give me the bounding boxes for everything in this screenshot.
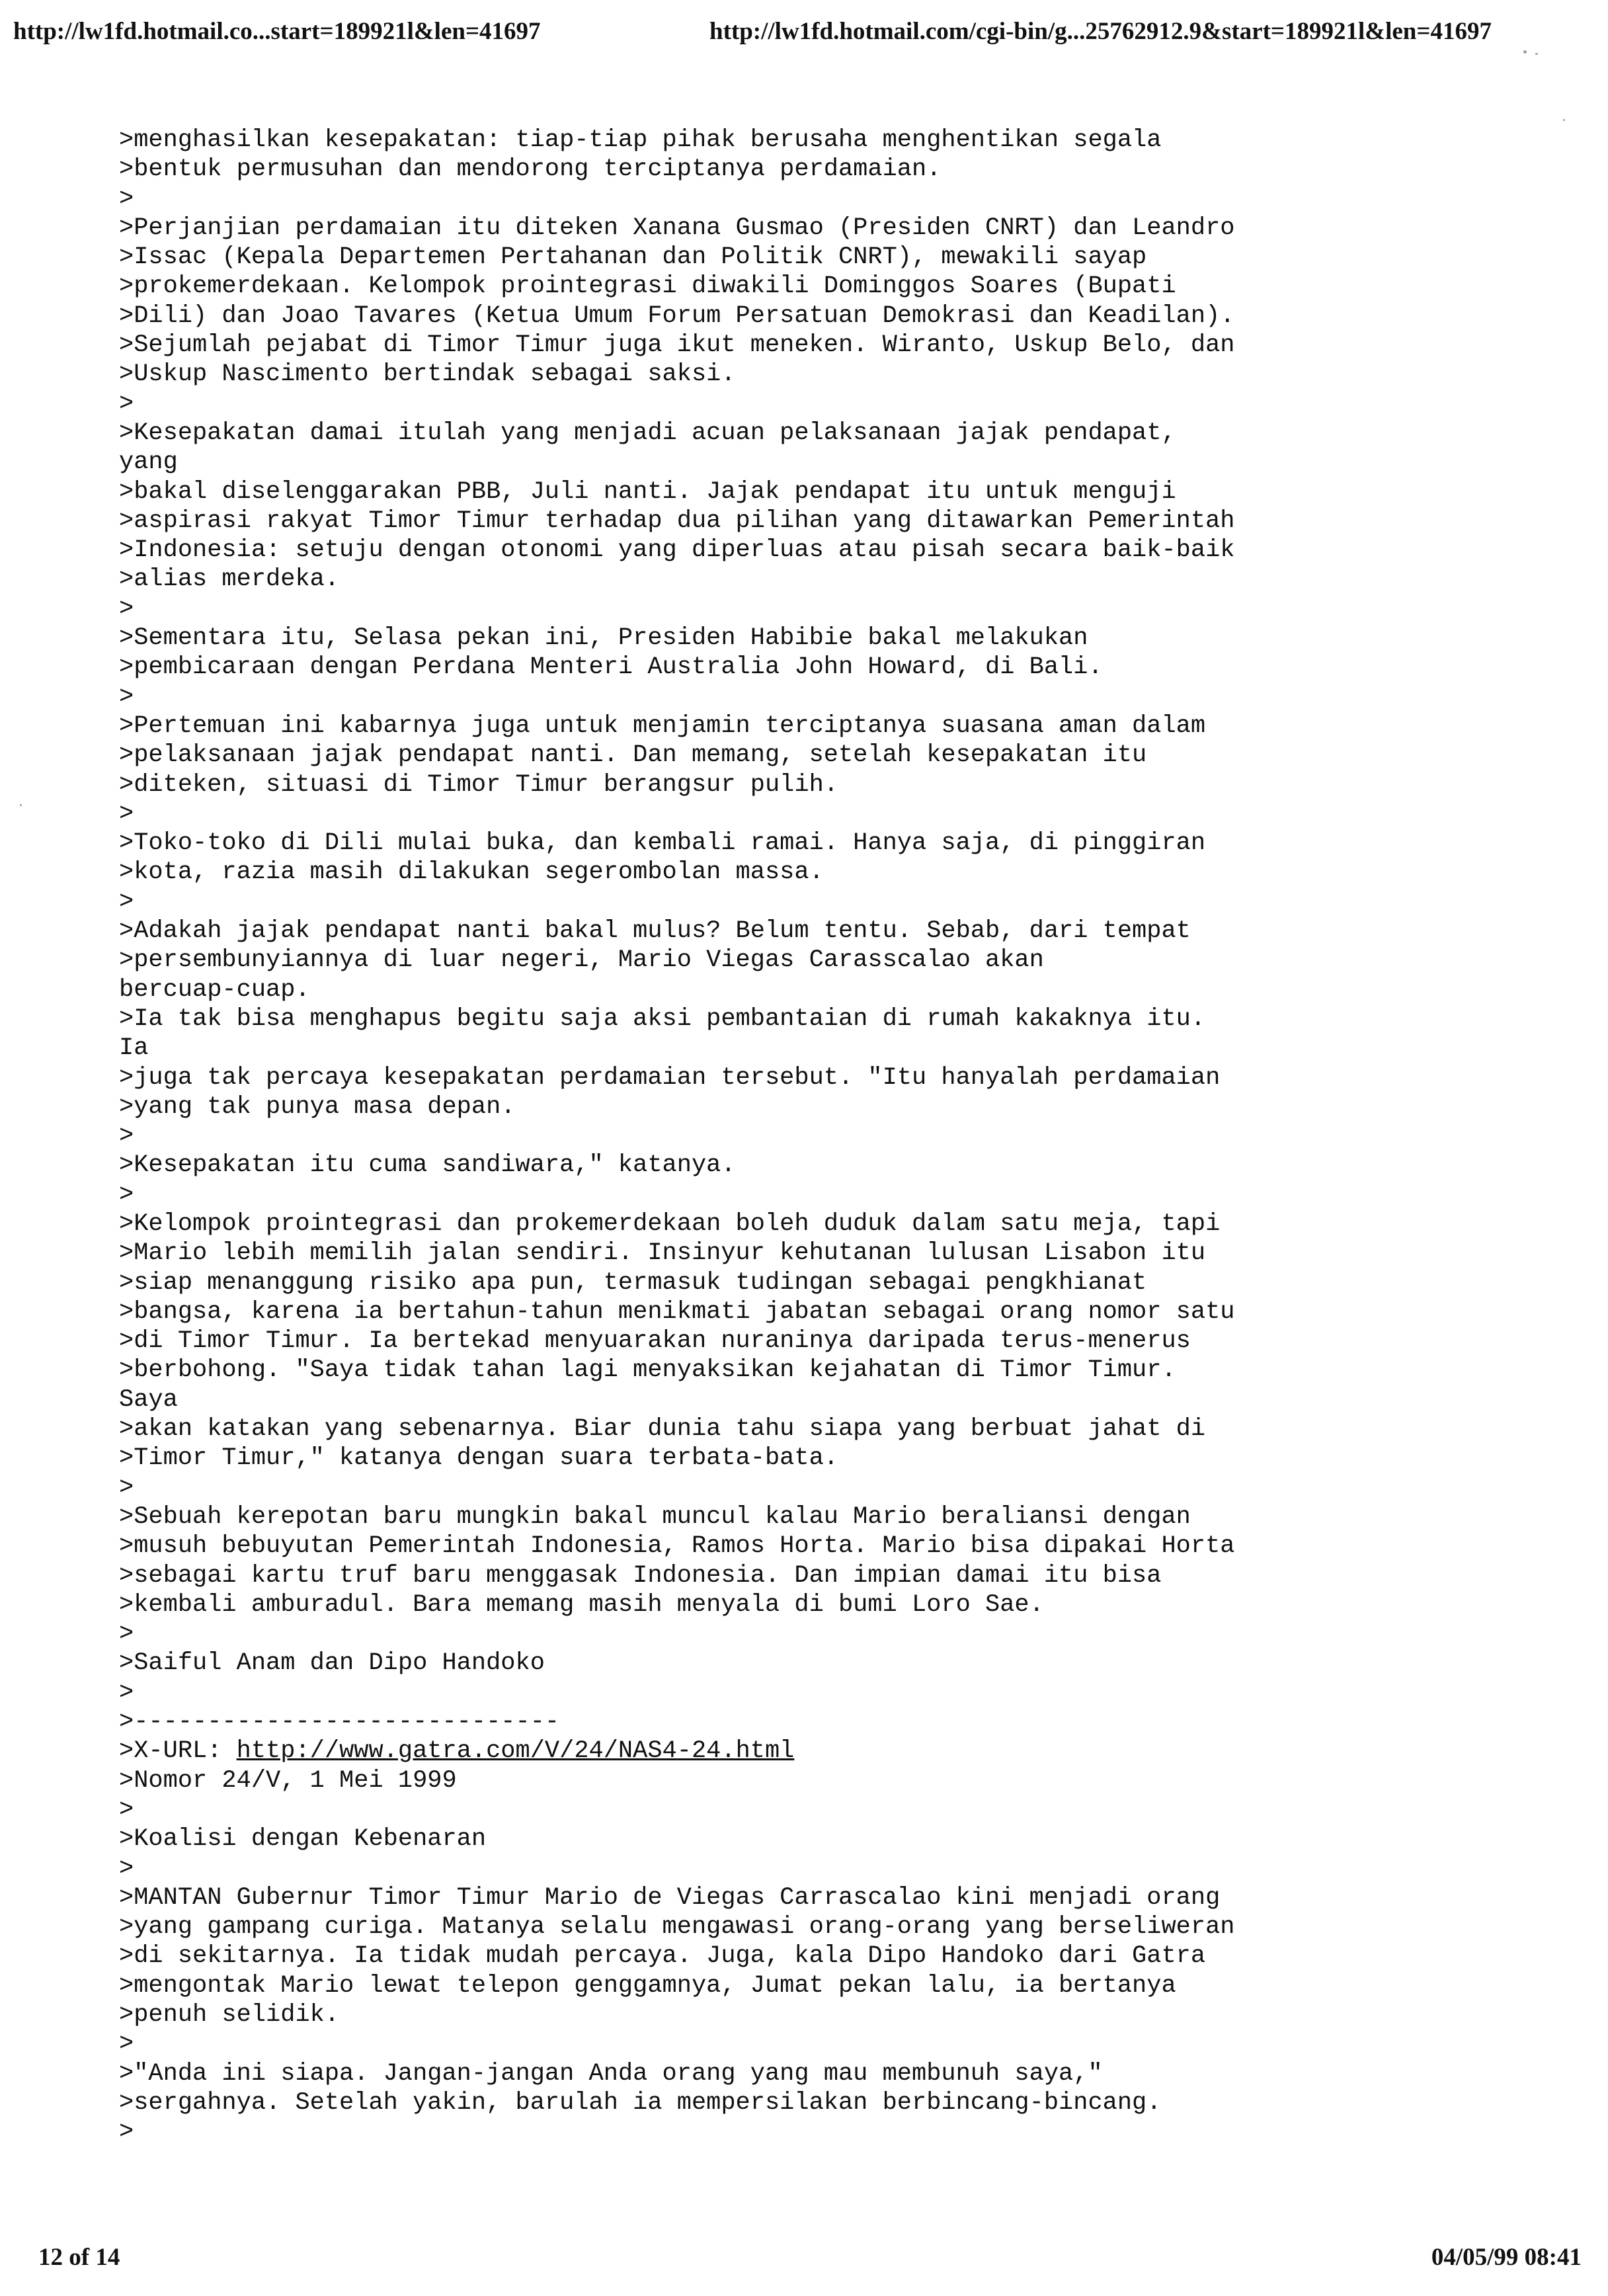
text-line: >Indonesia: setuju dengan otonomi yang diperluas atau pisah secara baik-baik bbox=[119, 536, 1235, 565]
text-line: >berbohong. "Saya tidak tahan lagi menyaksikan kejahatan di Timor Timur. bbox=[119, 1356, 1176, 1385]
text-line: >juga tak percaya kesepakatan perdamaian tersebut. "Itu hanyalah perdamaian bbox=[119, 1063, 1221, 1092]
text-line: > bbox=[119, 594, 134, 623]
text-line: > bbox=[119, 2030, 134, 2059]
text-line: >sergahnya. Setelah yakin, barulah ia mempersilakan berbincang-bincang. bbox=[119, 2088, 1162, 2117]
text-line: > bbox=[119, 1795, 134, 1824]
text-line: > bbox=[119, 1854, 134, 1883]
text-line: >yang gampang curiga. Matanya selalu mengawasi orang-orang yang berseliweran bbox=[119, 1913, 1235, 1942]
text-line: >Saiful Anam dan Dipo Handoko bbox=[119, 1649, 545, 1678]
text-line: >Kesepakatan damai itulah yang menjadi acuan pelaksanaan jajak pendapat, bbox=[119, 419, 1176, 447]
text-line: >musuh bebuyutan Pemerintah Indonesia, Ramos Horta. Mario bisa dipakai Horta bbox=[119, 1532, 1235, 1561]
text-line: >prokemerdekaan. Kelompok prointegrasi diwakili Dominggos Soares (Bupati bbox=[119, 272, 1176, 301]
print-timestamp: 04/05/99 08:41 bbox=[1431, 2244, 1582, 2271]
text-line: > bbox=[119, 682, 134, 711]
text-line: >kota, razia masih dilakukan segerombolan massa. bbox=[119, 858, 824, 887]
text-line: >"Anda ini siapa. Jangan-jangan Anda orang yang mau membunuh saya," bbox=[119, 2059, 1103, 2088]
text-line: >penuh selidik. bbox=[119, 2001, 340, 2029]
text-line: > bbox=[119, 1620, 134, 1649]
text-line: >Ia tak bisa menghapus begitu saja aksi pembantaian di rumah kakaknya itu. bbox=[119, 1004, 1206, 1033]
text-line: >di sekitarnya. Ia tidak mudah percaya. Juga, kala Dipo Handoko dari Gatra bbox=[119, 1942, 1206, 1971]
text-line: >akan katakan yang sebenarnya. Biar dunia tahu siapa yang berbuat jahat di bbox=[119, 1415, 1206, 1444]
text-line: > bbox=[119, 184, 134, 213]
text-line: > bbox=[119, 800, 134, 828]
text-line: >bakal diselenggarakan PBB, Juli nanti. Jajak pendapat itu untuk menguji bbox=[119, 477, 1176, 506]
text-line: >aspirasi rakyat Timor Timur terhadap dua pilihan yang ditawarkan Pemerintah bbox=[119, 507, 1235, 535]
text-line: yang bbox=[119, 448, 178, 477]
text-line: Ia bbox=[119, 1034, 149, 1063]
text-line: >bentuk permusuhan dan mendorong terciptanya perdamaian. bbox=[119, 155, 942, 184]
text-line: >pembicaraan dengan Perdana Menteri Australia John Howard, di Bali. bbox=[119, 653, 1103, 682]
x-url-label: >X-URL: bbox=[119, 1737, 237, 1766]
text-line: bercuap-cuap. bbox=[119, 975, 310, 1004]
text-line: >pelaksanaan jajak pendapat nanti. Dan memang, setelah kesepakatan itu bbox=[119, 741, 1147, 770]
x-url-line bbox=[119, 1737, 1574, 1766]
text-line: >Adakah jajak pendapat nanti bakal mulus? Belum tentu. Sebab, dari tempat bbox=[119, 917, 1191, 946]
text-line: >sebagai kartu truf baru menggasak Indonesia. Dan impian damai itu bisa bbox=[119, 1561, 1162, 1590]
text-line: >Perjanjian perdamaian itu diteken Xanana Gusmao (Presiden CNRT) dan Leandro bbox=[119, 214, 1235, 242]
scan-speck bbox=[1563, 119, 1565, 121]
text-line: > bbox=[119, 1473, 134, 1502]
scan-speck bbox=[20, 804, 22, 806]
text-line: >Issac (Kepala Departemen Pertahanan dan Politik CNRT), mewakili sayap bbox=[119, 243, 1147, 272]
page-number: 12 of 14 bbox=[38, 2244, 120, 2271]
text-line: >bangsa, karena ia bertahun-tahun menikmati jabatan sebagai orang nomor satu bbox=[119, 1297, 1235, 1326]
text-line: >siap menanggung risiko apa pun, termasuk tudingan sebagai pengkhianat bbox=[119, 1268, 1147, 1297]
text-line: >yang tak punya masa depan. bbox=[119, 1092, 516, 1121]
text-line: >MANTAN Gubernur Timor Timur Mario de Viegas Carrascalao kini menjadi orang bbox=[119, 1883, 1221, 1912]
text-line: >Koalisi dengan Kebenaran bbox=[119, 1825, 487, 1854]
scan-speck bbox=[1535, 53, 1538, 55]
text-line: > bbox=[119, 1678, 134, 1707]
text-line: > bbox=[119, 390, 134, 418]
text-line: >Sementara itu, Selasa pekan ini, Presiden Habibie bakal melakukan bbox=[119, 624, 1088, 653]
text-line: >persembunyiannya di luar negeri, Mario Viegas Carasscalao akan bbox=[119, 946, 1044, 975]
gatra-article-link[interactable]: http://www.gatra.com/V/24/NAS4-24.html bbox=[236, 1737, 795, 1766]
scan-speck bbox=[1523, 50, 1527, 54]
text-line: >diteken, situasi di Timor Timur berangsur pulih. bbox=[119, 770, 838, 799]
text-line: > bbox=[119, 2118, 134, 2147]
text-line: >Pertemuan ini kabarnya juga untuk menjamin terciptanya suasana aman dalam bbox=[119, 712, 1206, 740]
text-line: > bbox=[119, 1122, 134, 1151]
text-line: >kembali amburadul. Bara memang masih menyala di bumi Loro Sae. bbox=[119, 1590, 1044, 1619]
text-line: >alias merdeka. bbox=[119, 565, 340, 594]
header-url-right: http://lw1fd.hotmail.com/cgi-bin/g...25762912.9&start=189921l&len=41697 bbox=[709, 18, 1492, 45]
text-line: >Sebuah kerepotan baru mungkin bakal muncul kalau Mario beraliansi dengan bbox=[119, 1502, 1191, 1531]
text-line: > bbox=[119, 1180, 134, 1209]
text-line: >Mario lebih memilih jalan sendiri. Insinyur kehutanan lulusan Lisabon itu bbox=[119, 1239, 1206, 1268]
text-line: >Kelompok prointegrasi dan prokemerdekaan boleh duduk dalam satu meja, tapi bbox=[119, 1210, 1221, 1238]
text-line: >di Timor Timur. Ia bertekad menyuarakan nuraninya daripada terus-menerus bbox=[119, 1327, 1191, 1356]
text-line: >Nomor 24/V, 1 Mei 1999 bbox=[119, 1766, 457, 1795]
header-url-left: http://lw1fd.hotmail.co...start=189921l&len=41697 bbox=[13, 18, 541, 45]
text-line: >menghasilkan kesepakatan: tiap-tiap pihak berusaha menghentikan segala bbox=[119, 126, 1162, 154]
text-line: >Sejumlah pejabat di Timor Timur juga ikut meneken. Wiranto, Uskup Belo, dan bbox=[119, 331, 1235, 360]
text-line: >Timor Timur," katanya dengan suara terbata-bata. bbox=[119, 1444, 838, 1473]
text-line: >mengontak Mario lewat telepon genggamnya, Jumat pekan lalu, ia bertanya bbox=[119, 1971, 1176, 2000]
text-line: Saya bbox=[119, 1385, 178, 1414]
email-body-text bbox=[119, 126, 1574, 2147]
text-line: >Uskup Nascimento bertindak sebagai saksi. bbox=[119, 360, 736, 389]
text-line: > bbox=[119, 887, 134, 916]
text-line: >Toko-toko di Dili mulai buka, dan kembali ramai. Hanya saja, di pinggiran bbox=[119, 829, 1206, 858]
text-line: >----------------------------- bbox=[119, 1708, 560, 1737]
text-line: >Dili) dan Joao Tavares (Ketua Umum Forum Persatuan Demokrasi dan Keadilan). bbox=[119, 302, 1235, 330]
text-line: >Kesepakatan itu cuma sandiwara," katanya. bbox=[119, 1151, 736, 1180]
